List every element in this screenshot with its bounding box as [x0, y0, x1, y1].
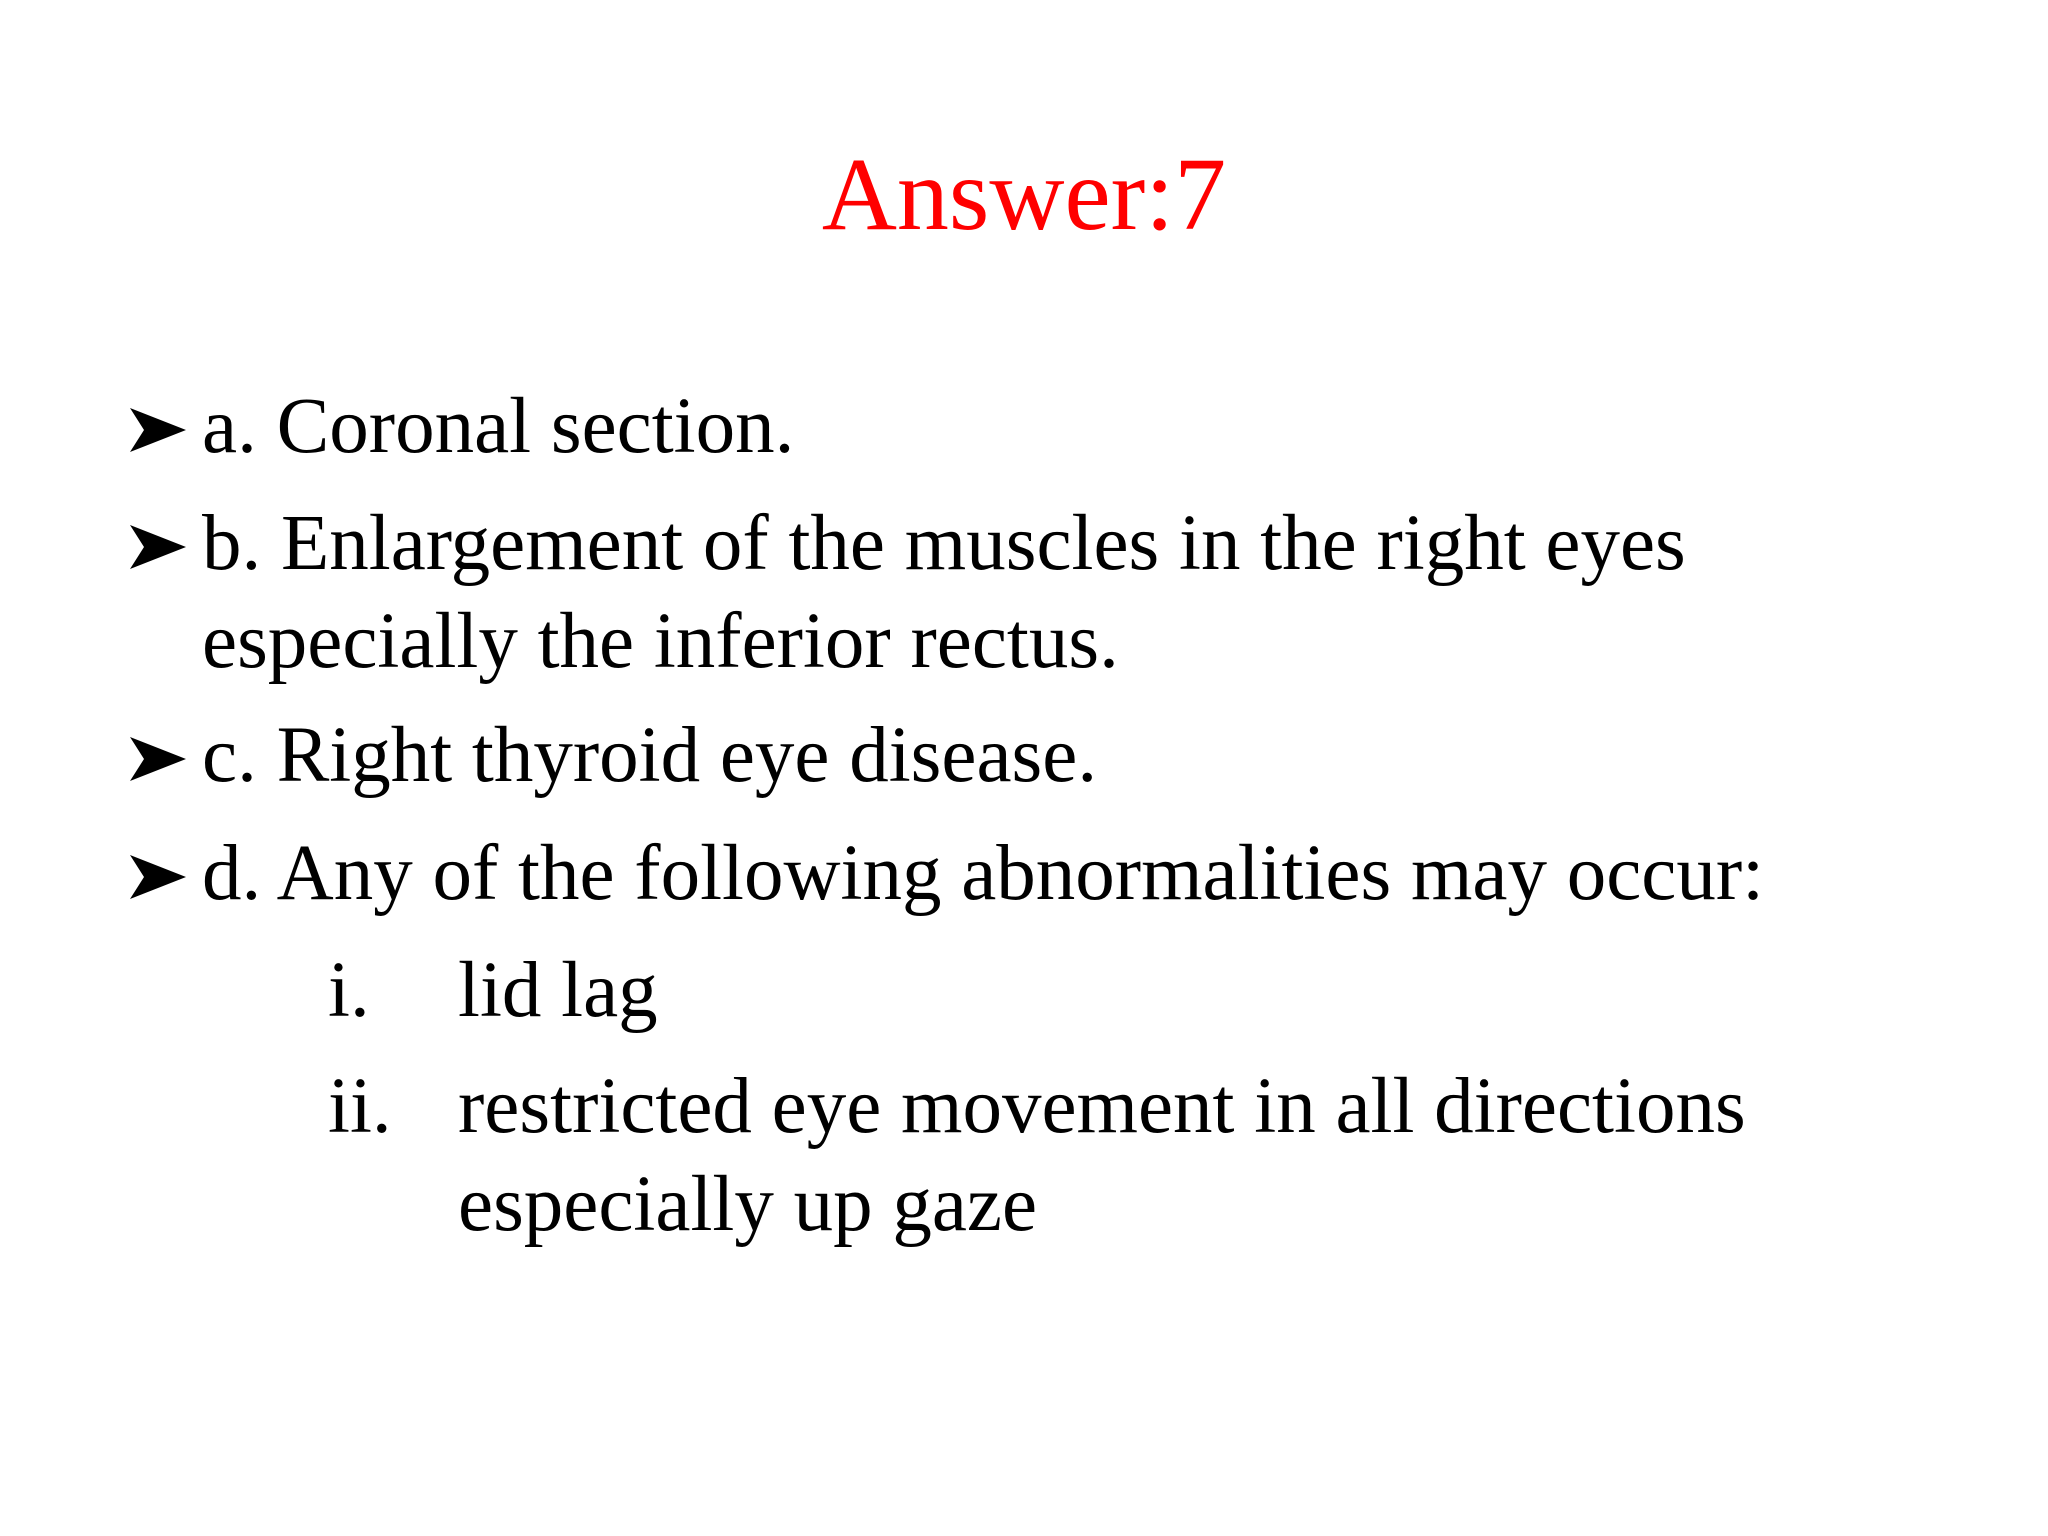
bullet-text: c. Right thyroid eye disease. — [202, 712, 1098, 799]
sub-item-text-continuation: especially up gaze — [458, 1161, 1038, 1248]
arrowhead-bullet-icon — [128, 735, 188, 783]
arrowhead-bullet-icon — [128, 853, 188, 901]
bullet-text-continuation: especially the inferior rectus. — [202, 598, 1119, 685]
sub-item-text: lid lag — [458, 947, 658, 1034]
slide-title: Answer:7 — [821, 137, 1227, 252]
arrowhead-bullet-icon — [128, 523, 188, 571]
sub-item-i — [128, 942, 1988, 1042]
sub-item-number: i. — [328, 947, 370, 1034]
bullet-text: b. Enlargement of the muscles in the right eyes — [202, 500, 1686, 587]
sub-item-ii — [128, 1058, 1988, 1258]
sub-item-number: ii. — [328, 1063, 392, 1150]
bullet-text: d. Any of the following abnormalities may occur: — [202, 830, 1765, 917]
sub-item-text: restricted eye movement in all directions — [458, 1063, 1746, 1150]
bullet-text: a. Coronal section. — [202, 383, 795, 470]
arrowhead-bullet-icon — [128, 406, 188, 454]
